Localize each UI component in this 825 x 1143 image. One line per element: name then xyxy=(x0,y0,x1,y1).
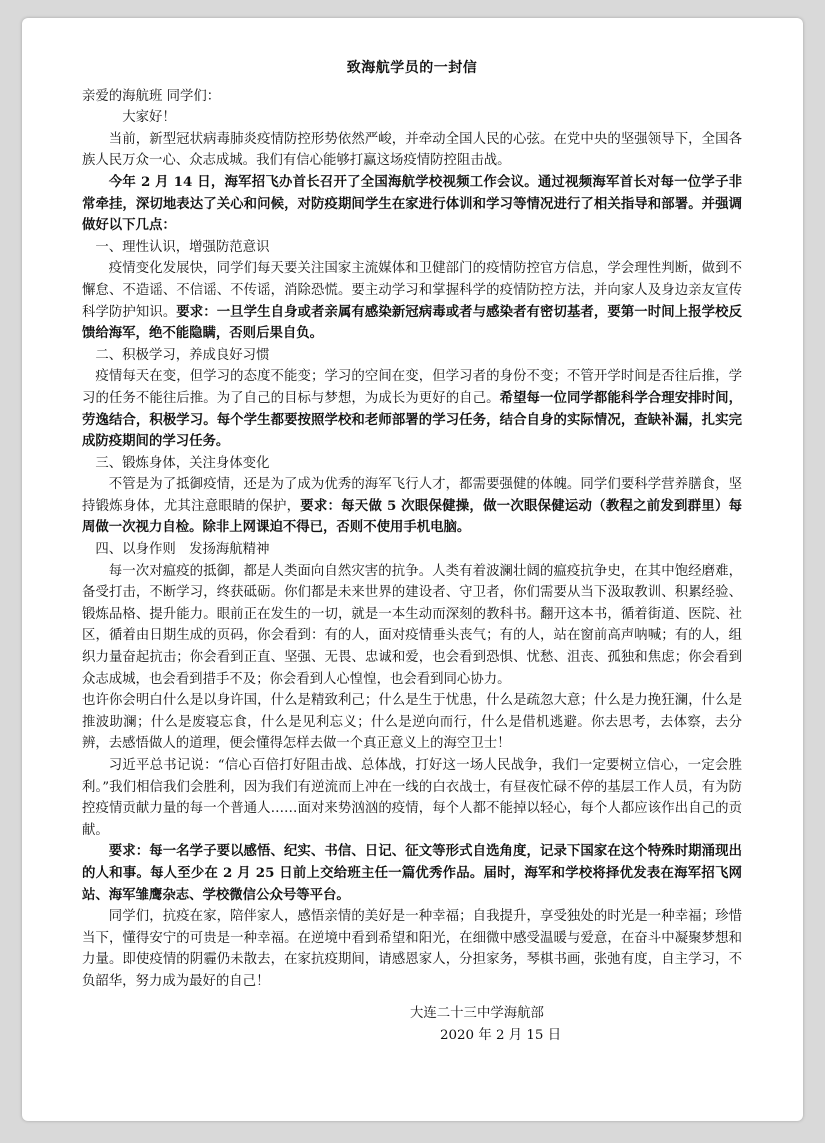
section-2-requirement: 希望每一位同学都能科学合理安排时间，劳逸结合，积极学习。每个学生都要按照学校和老师部署的学习任务，结合自身的实际情况，查缺补漏，扎实完成防疫期间的学习任务。 xyxy=(82,389,743,450)
section-2-paragraph xyxy=(82,366,742,452)
closing-paragraph: 同学们，抗疫在家，陪伴家人，感悟亲情的美好是一种幸福；自我提升，享受独处的时光是一种幸福；珍惜当下，懂得安宁的可贵是一种幸福。在逆境中看到希望和阳光，在细微中感受温暖与爱意，在奋斗中凝聚梦想和力量。即使疫情的阴霾仍未散去，在家抗疫期间，请感恩家人，分担家务，琴棋书画，张弛有度，自主学习，不负韶华，努力成为最好的自己！ xyxy=(82,909,742,989)
section-1-text: 疫情变化发展快，同学们每天要关注国家主流媒体和卫健部门的疫情防控官方信息，学会理性判断，做到不懈怠、不造谣、不信谣、不传谣，消除恐慌。要主动学习和掌握科学的疫情防控方法，并向家人及身边亲友宣传科学防护知识。 xyxy=(82,261,742,320)
document-page xyxy=(22,18,803,1121)
section-3-paragraph xyxy=(82,474,742,539)
signature: 大连二十三中学海航部 xyxy=(410,1006,544,1021)
signature-block xyxy=(410,1003,561,1047)
section-3-text: 不管是为了抵御疫情，还是为了成为优秀的海军飞行人才，都需要强健的体魄。同学们要科学营养膳食，坚持锻炼身体，尤其注意眼睛的保护， xyxy=(82,477,742,514)
page-title: 致海航学员的一封信 xyxy=(346,60,478,76)
date: 2020 年 2 月 15 日 xyxy=(440,1028,562,1043)
section-1-requirement: 要求：一旦学生自身或者亲属有感染新冠病毒或者与感染者有密切基者，要第一时间上报学校反馈给海军，绝不能隐瞒，否则后果自负。 xyxy=(82,303,742,342)
section-heading-4: 四、以身作则 发扬海航精神 xyxy=(95,542,270,558)
section-2-text: 疫情每天在变，但学习的态度不能变；学习的空间在变，但学习者的身份不变；不管开学时间是否往后推，学习的任务不能往后推。为了自己的目标与梦想，为成长为更好的自己。 xyxy=(82,369,742,406)
section-heading-3: 三、锻炼身体，关注身体变化 xyxy=(95,455,270,471)
meeting-text: 今年 2 月 14 日，海军招飞办首长召开了全国海航学校视频工作会议。通过视频海军首长对每一位学子非常牵挂，深切地表达了关心和问候，对防疫期间学生在家进行体训和学习等情况进行了相关指导和部署。并强调做好以下几点： xyxy=(82,173,742,234)
section-3-requirement: 要求：每天做 5 次眼保健操，做一次眼保健运动（教程之前发到群里）每周做一次视力自检。除非上网课迫不得已，否则不使用手机电脑。 xyxy=(82,497,742,536)
section-heading-2: 二、积极学习，养成良好习惯 xyxy=(95,347,270,363)
section-4-paragraph-2: 也许你会明白什么是以身许国，什么是精致利己；什么是生于忧患，什么是疏忽大意；什么是力挽狂澜，什么是推波助澜；什么是废寝忘食，什么是见利忘义；什么是逆向而行，什么是借机逃避。你去思考，去体察，去分辨，去感悟做人的道理，便会懂得怎样去做一个真正意义上的海空卫士！ xyxy=(82,693,742,752)
section-heading-1: 一、理性认识，增强防范意识 xyxy=(95,239,270,255)
section-4-paragraph-1: 每一次对瘟疫的抵御，都是人类面向自然灾害的抗争。人类有着波澜壮阔的瘟疫抗争史，在其中饱经磨难，备受打击，不断学习，终获砥砺。你们都是未来世界的建设者、守卫者，你们需要从当下汲取教训、积累经验、锻炼品格、提升能力。眼前正在发生的一切，就是一本生动而深刻的教科书。翻开这本书，循着街道、医院、社区，循着由日期生成的页码，你会看到：有的人，面对疫情垂头丧气；有的人，站在窗前高声呐喊；有的人，组织力量奋起抗击；你会看到正直、坚强、无畏、忠诚和爱，也会看到恐惧、忧愁、沮丧、孤独和焦虑；你会看到众志成城，也会看到措手不及；你会看到人心惶惶，也会看到同心协力。 xyxy=(82,563,742,687)
meeting-paragraph xyxy=(82,172,742,237)
greeting: 大家好！ xyxy=(122,110,176,126)
letter-body xyxy=(82,58,742,993)
section-4-requirement xyxy=(82,841,742,906)
intro-paragraph: 当前，新型冠状病毒肺炎疫情防控形势依然严峻，并牵动全国人民的心弦。在党中央的坚强领导下，全国各族人民万众一心、众志成城。我们有信心能够打赢这场疫情防控阻击战。 xyxy=(82,131,742,169)
section-4-paragraph-3: 习近平总书记说：“信心百倍打好阻击战、总体战，打好这一场人民战争，我们一定要树立信心，一定会胜利。”我们相信我们会胜利，因为我们有逆流而上冲在一线的白衣战士，有昼夜忙碌不停的基层工作人员，有为防控疫情贡献力量的每一个普通人……面对来势汹汹的疫情，每个人都不能掉以轻心，每个人都应该作出自己的贡献。 xyxy=(82,758,742,838)
section-4-requirement-text: 要求：每一名学子要以感悟、纪实、书信、日记、征文等形式自选角度，记录下国家在这个特殊时期涌现出的人和事。每人至少在 2 月 25 日前上交给班主任一篇优秀作品。届时，海军和学校将择优发表在海军招飞网站、海军雏鹰杂志、学校微信公众号等平台。 xyxy=(82,843,742,903)
salutation: 亲爱的海航班 同学们： xyxy=(82,88,221,104)
section-1-paragraph xyxy=(82,258,742,344)
